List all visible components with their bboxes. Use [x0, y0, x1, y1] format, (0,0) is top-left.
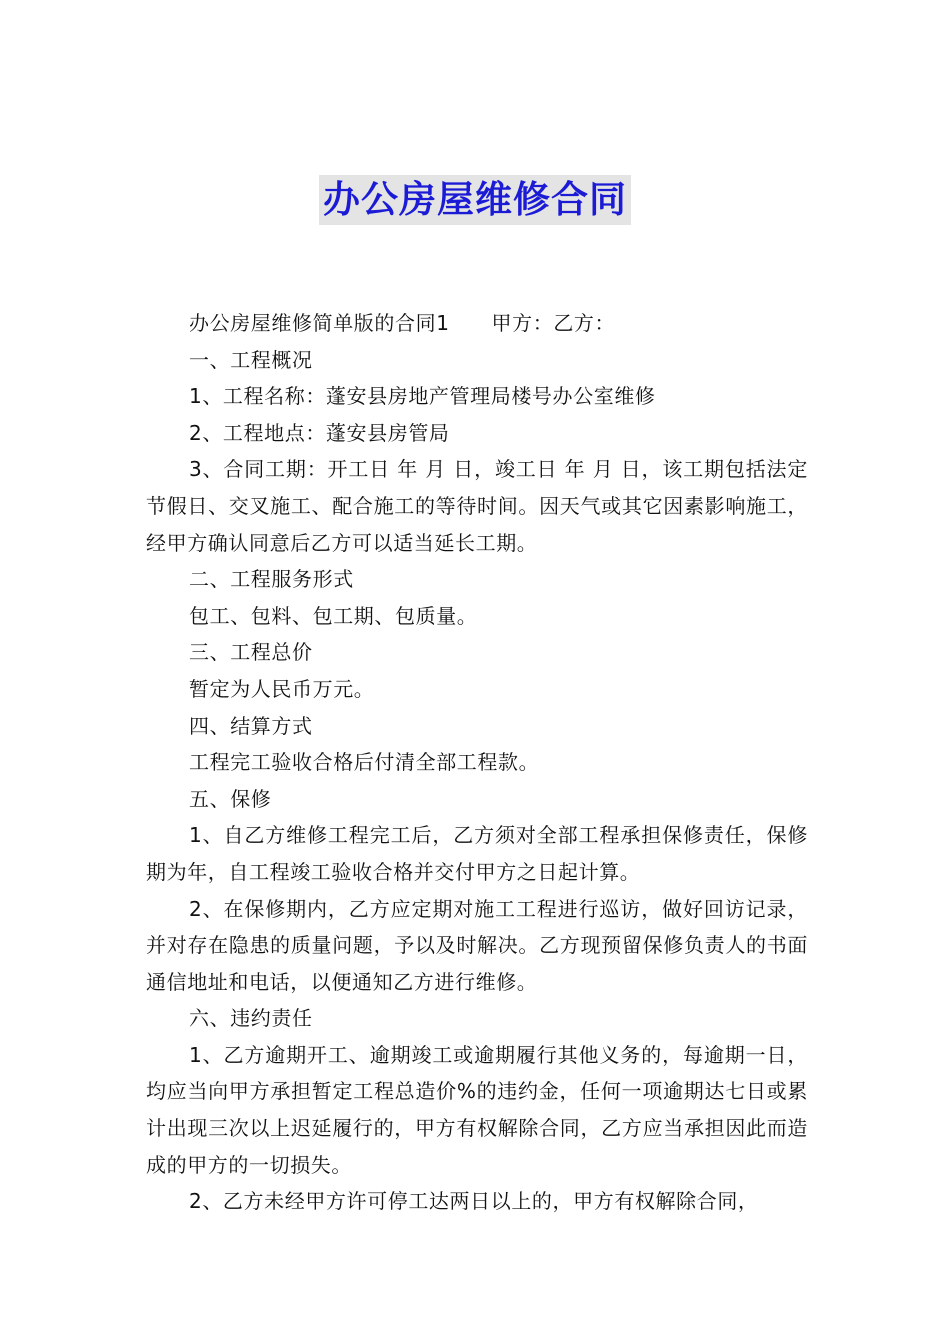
section-heading-2: 二、工程服务形式 [189, 567, 354, 592]
document-title: 办公房屋维修合同 [319, 175, 631, 225]
clause-contract-period: 3、合同工期：开工日 年 月 日，竣工日 年 月 日，该工期包括法定节假日、交叉施工、配合施工的等待时间。因天气或其它因素影响施工，经甲方确认同意后乙方可以适当延长工期。 [146, 457, 808, 555]
section-heading-5: 五、保修 [189, 786, 272, 811]
intro-line [146, 305, 808, 342]
clause-warranty-1: 1、自乙方维修工程完工后，乙方须对全部工程承担保修责任，保修期为年，自工程竣工验收合格并交付甲方之日起计算。 [146, 823, 808, 884]
document-body [146, 305, 808, 1220]
intro-parties: 甲方：乙方： [491, 311, 616, 335]
document-title-wrapper [0, 175, 950, 225]
clause-warranty-2: 2、在保修期内，乙方应定期对施工工程进行巡访，做好回访记录，并对存在隐患的质量问题，予以及时解决。乙方现预留保修负责人的书面通信地址和电话，以便通知乙方进行维修。 [146, 896, 808, 994]
clause-service-form: 包工、包料、包工期、包质量。 [189, 603, 478, 628]
clause-breach-2: 2、乙方未经甲方许可停工达两日以上的，甲方有权解除合同， [189, 1189, 759, 1214]
clause-project-location: 2、工程地点：蓬安县房管局 [189, 420, 450, 445]
clause-settlement: 工程完工验收合格后付清全部工程款。 [189, 750, 540, 775]
section-heading-6: 六、违约责任 [189, 1006, 313, 1031]
section-heading-1: 一、工程概况 [189, 347, 313, 372]
clause-project-name: 1、工程名称：蓬安县房地产管理局楼号办公室维修 [189, 384, 656, 409]
section-heading-3: 三、工程总价 [189, 640, 313, 665]
clause-total-price: 暂定为人民币万元。 [189, 676, 375, 701]
clause-breach-1: 1、乙方逾期开工、逾期竣工或逾期履行其他义务的，每逾期一日，均应当向甲方承担暂定工程总造价%的违约金，任何一项逾期达七日或累计出现三次以上迟延履行的，甲方有权解除合同，乙方应当承担因此而造成的甲方的一切损失。 [146, 1042, 808, 1177]
section-heading-4: 四、结算方式 [189, 713, 313, 738]
intro-subtitle: 办公房屋维修简单版的合同1 [189, 311, 450, 335]
